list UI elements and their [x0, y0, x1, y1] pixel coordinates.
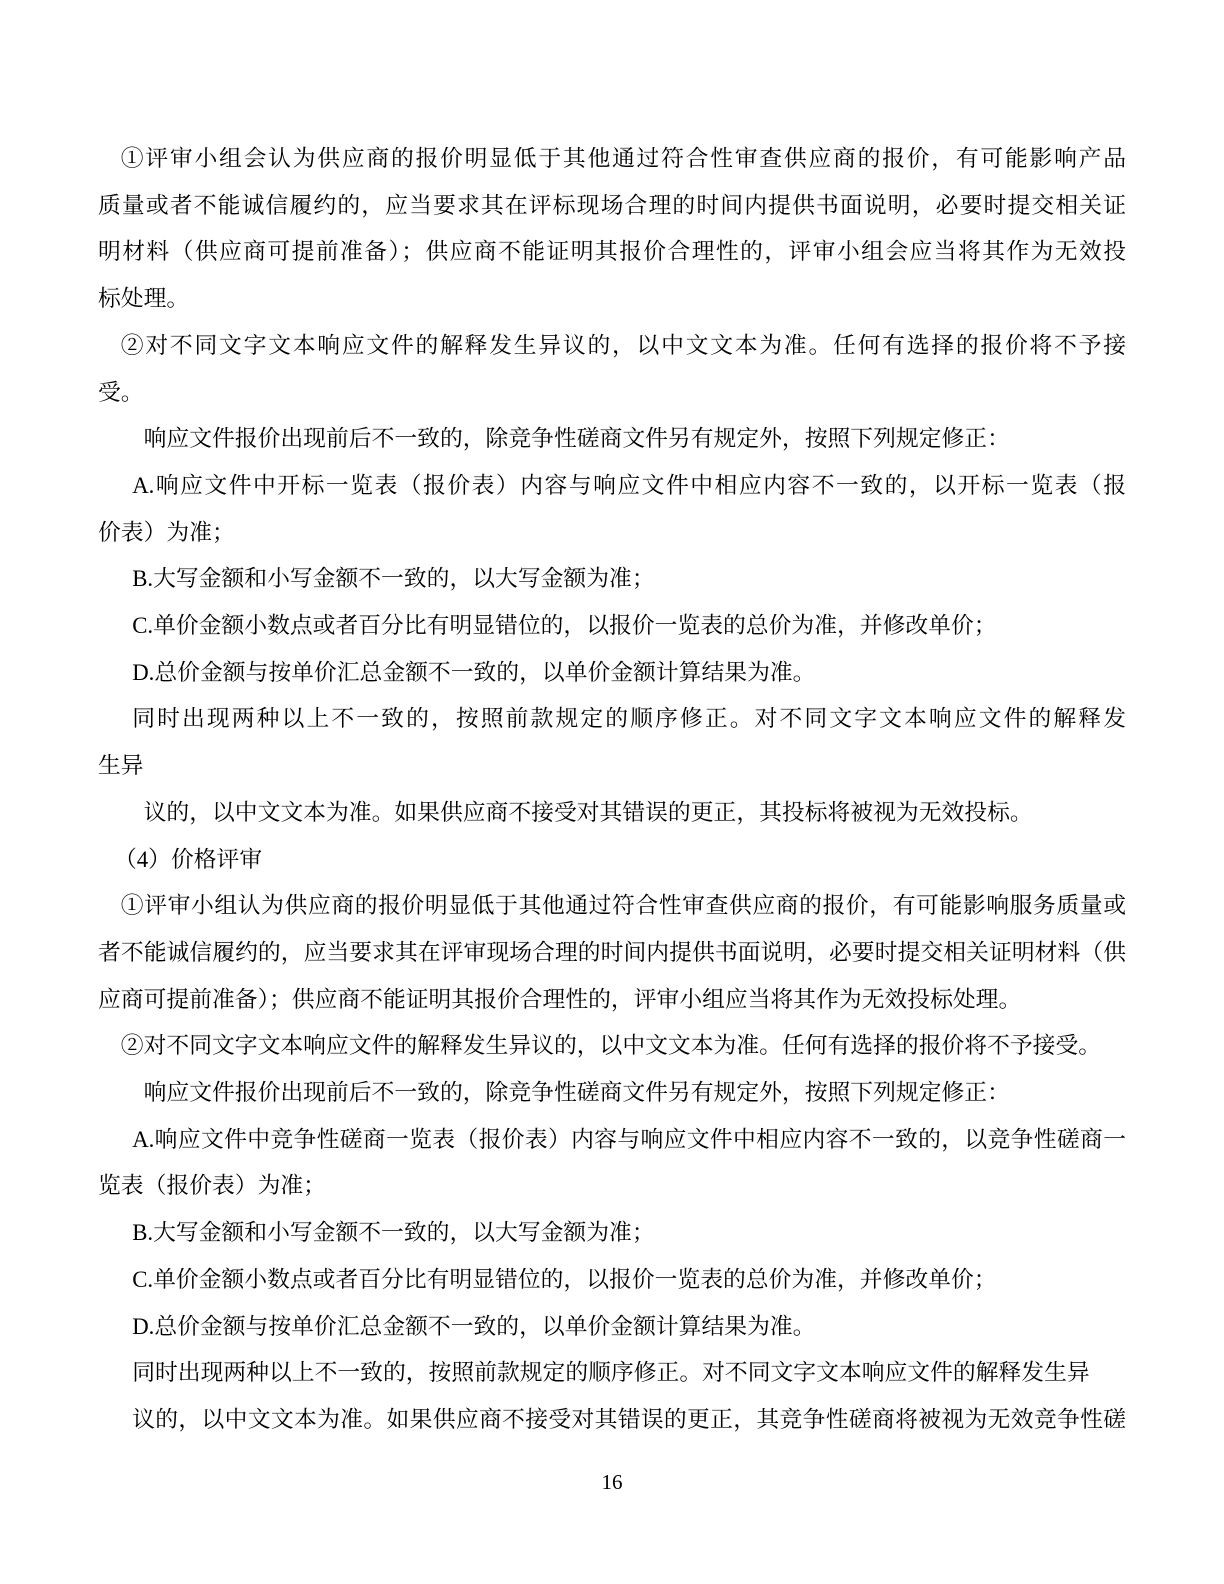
text-line: 标处理。 — [98, 286, 190, 312]
text-line: 应商可提前准备）；供应商不能证明其报价合理性的，评审小组应当将其作为无效投标处理。 — [98, 986, 1022, 1012]
text-line: A.响应文件中竞争性磋商一览表（报价表）内容与响应文件中相应内容不一致的，以竞争性磋商一 — [132, 1126, 1126, 1152]
text-line: A.响应文件中开标一览表（报价表）内容与响应文件中相应内容不一致的，以开标一览表（报 — [132, 472, 1126, 498]
text-line: 响应文件报价出现前后不一致的，除竞争性磋商文件另有规定外，按照下列规定修正： — [143, 1080, 1010, 1106]
text-line: 览表（报价表）为准； — [98, 1173, 326, 1199]
text-line: 明材料（供应商可提前准备）；供应商不能证明其报价合理性的，评审小组会应当将其作为无效投 — [98, 239, 1126, 265]
document-body — [98, 136, 1126, 1444]
text-line: ①评审小组会认为供应商的报价明显低于其他通过符合性审查供应商的报价，有可能影响产品 — [120, 146, 1126, 171]
text-line: ②对不同文字文本响应文件的解释发生异议的，以中文文本为准。任何有选择的报价将不予接受。 — [120, 1033, 1102, 1059]
text-line: 同时出现两种以上不一致的，按照前款规定的顺序修正。对不同文字文本响应文件的解释发 — [132, 706, 1126, 732]
text-line: 议的，以中文文本为准。如果供应商不接受对其错误的更正，其竞争性磋商将被视为无效竞争性磋 — [132, 1406, 1126, 1432]
text-line: 者不能诚信履约的，应当要求其在评审现场合理的时间内提供书面说明，必要时提交相关证明材料（供 — [98, 939, 1126, 965]
text-line: 受。 — [98, 379, 144, 405]
text-line: D.总价金额与按单价汇总金额不一致的，以单价金额计算结果为准。 — [132, 1313, 816, 1339]
page-number: 16 — [601, 1470, 623, 1494]
text-line: 议的，以中文文本为准。如果供应商不接受对其错误的更正，其投标将被视为无效投标。 — [143, 799, 1033, 825]
text-line: 响应文件报价出现前后不一致的，除竞争性磋商文件另有规定外，按照下列规定修正： — [143, 426, 1010, 452]
text-line: 价表）为准； — [98, 519, 235, 545]
text-line: C.单价金额小数点或者百分比有明显错位的，以报价一览表的总价为准，并修改单价； — [132, 613, 997, 639]
text-line: B.大写金额和小写金额不一致的，以大写金额为准； — [132, 1220, 655, 1246]
text-line: 同时出现两种以上不一致的，按照前款规定的顺序修正。对不同文字文本响应文件的解释发生异 — [132, 1360, 1090, 1386]
section-heading: （4）价格评审 — [113, 846, 263, 872]
text-line: ①评审小组认为供应商的报价明显低于其他通过符合性审查供应商的报价，有可能影响服务质量或 — [120, 893, 1126, 919]
text-line: B.大写金额和小写金额不一致的，以大写金额为准； — [132, 566, 655, 592]
text-line: D.总价金额与按单价汇总金额不一致的，以单价金额计算结果为准。 — [132, 659, 816, 685]
text-line: 生异 — [98, 753, 144, 779]
text-line: C.单价金额小数点或者百分比有明显错位的，以报价一览表的总价为准，并修改单价； — [132, 1266, 997, 1292]
text-line: ②对不同文字文本响应文件的解释发生异议的，以中文文本为准。任何有选择的报价将不予接 — [120, 332, 1126, 358]
text-line: 质量或者不能诚信履约的，应当要求其在评标现场合理的时间内提供书面说明，必要时提交相关证 — [98, 192, 1126, 218]
